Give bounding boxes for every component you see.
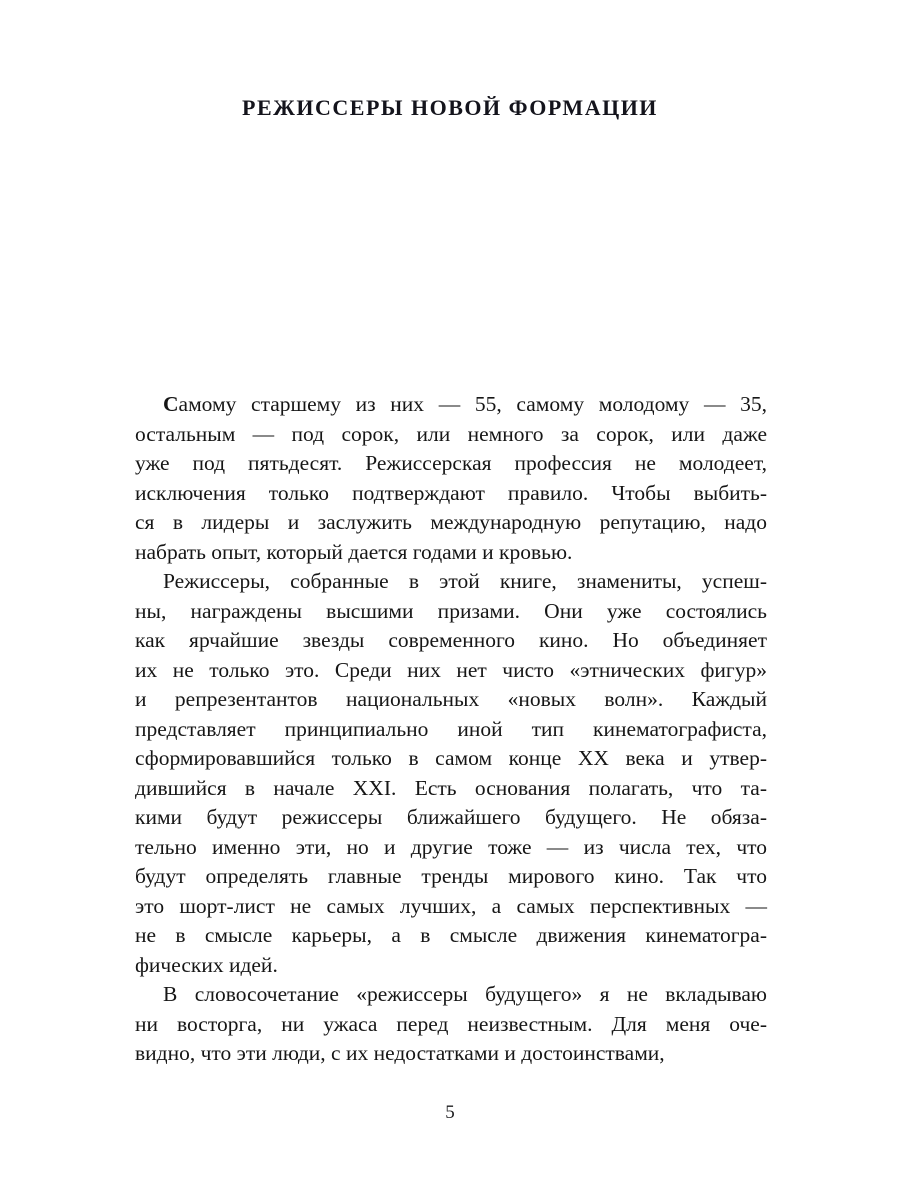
page-number: 5: [445, 1102, 455, 1123]
text-line: не в смысле карьеры, а в смысле движения кинематогра-: [135, 923, 767, 947]
text-line: ни восторга, ни ужаса перед неизвестным. Для меня оче-: [135, 1011, 767, 1036]
text-line: сформировавшийся только в самом конце XX века и утвер-: [135, 746, 767, 770]
text-line: набрать опыт, который дается годами и кровью.: [135, 539, 573, 564]
text-line: тельно именно эти, но и другие тоже — из числа тех, что: [135, 834, 767, 859]
text-line: уже под пятьдесят. Режиссерская профессия не молодеет,: [135, 451, 767, 475]
lead-capital: С: [163, 392, 179, 416]
text-line: и репрезентантов национальных «новых волн». Каждый: [135, 687, 767, 711]
text-line: кими будут режиссеры ближайшего будущего. Не обяза-: [135, 805, 767, 829]
text-line: ся в лидеры и заслужить международную репутацию, надо: [135, 510, 767, 534]
paragraph: [135, 390, 767, 567]
paragraph: [135, 980, 767, 1069]
paragraph: [135, 567, 767, 980]
text-line: как ярчайшие звезды современного кино. Но объединяет: [135, 628, 767, 652]
text-line: дившийся в начале XXI. Есть основания полагать, что та-: [135, 775, 767, 800]
text-line: это шорт-лист не самых лучших, а самых перспективных —: [135, 893, 767, 918]
text-line: представляет принципиально иной тип кинематографиста,: [135, 716, 767, 741]
text-line: Режиссеры, собранные в этой книге, знамениты, успеш-: [163, 569, 767, 593]
text-line: их не только это. Среди них нет чисто «этнических фигур»: [135, 657, 767, 682]
text-line: остальным — под сорок, или немного за сорок, или даже: [135, 421, 767, 446]
text-line: видно, что эти люди, с их недостатками и достоинствами,: [135, 1041, 665, 1065]
text-line: исключения только подтверждают правило. Чтобы выбить-: [135, 480, 767, 505]
text-line: ны, награждены высшими призами. Они уже состоялись: [135, 598, 767, 623]
text-line: фических идей.: [135, 952, 278, 977]
body-text: [135, 390, 767, 1069]
text-line: Самому старшему из них — 55, самому молодому — 35,: [163, 392, 767, 416]
text-line: будут определять главные тренды мирового кино. Так что: [135, 864, 767, 888]
text-line: В словосочетание «режиссеры будущего» я не вкладываю: [163, 982, 767, 1006]
chapter-title: РЕЖИССЕРЫ НОВОЙ ФОРМАЦИИ: [242, 95, 658, 120]
